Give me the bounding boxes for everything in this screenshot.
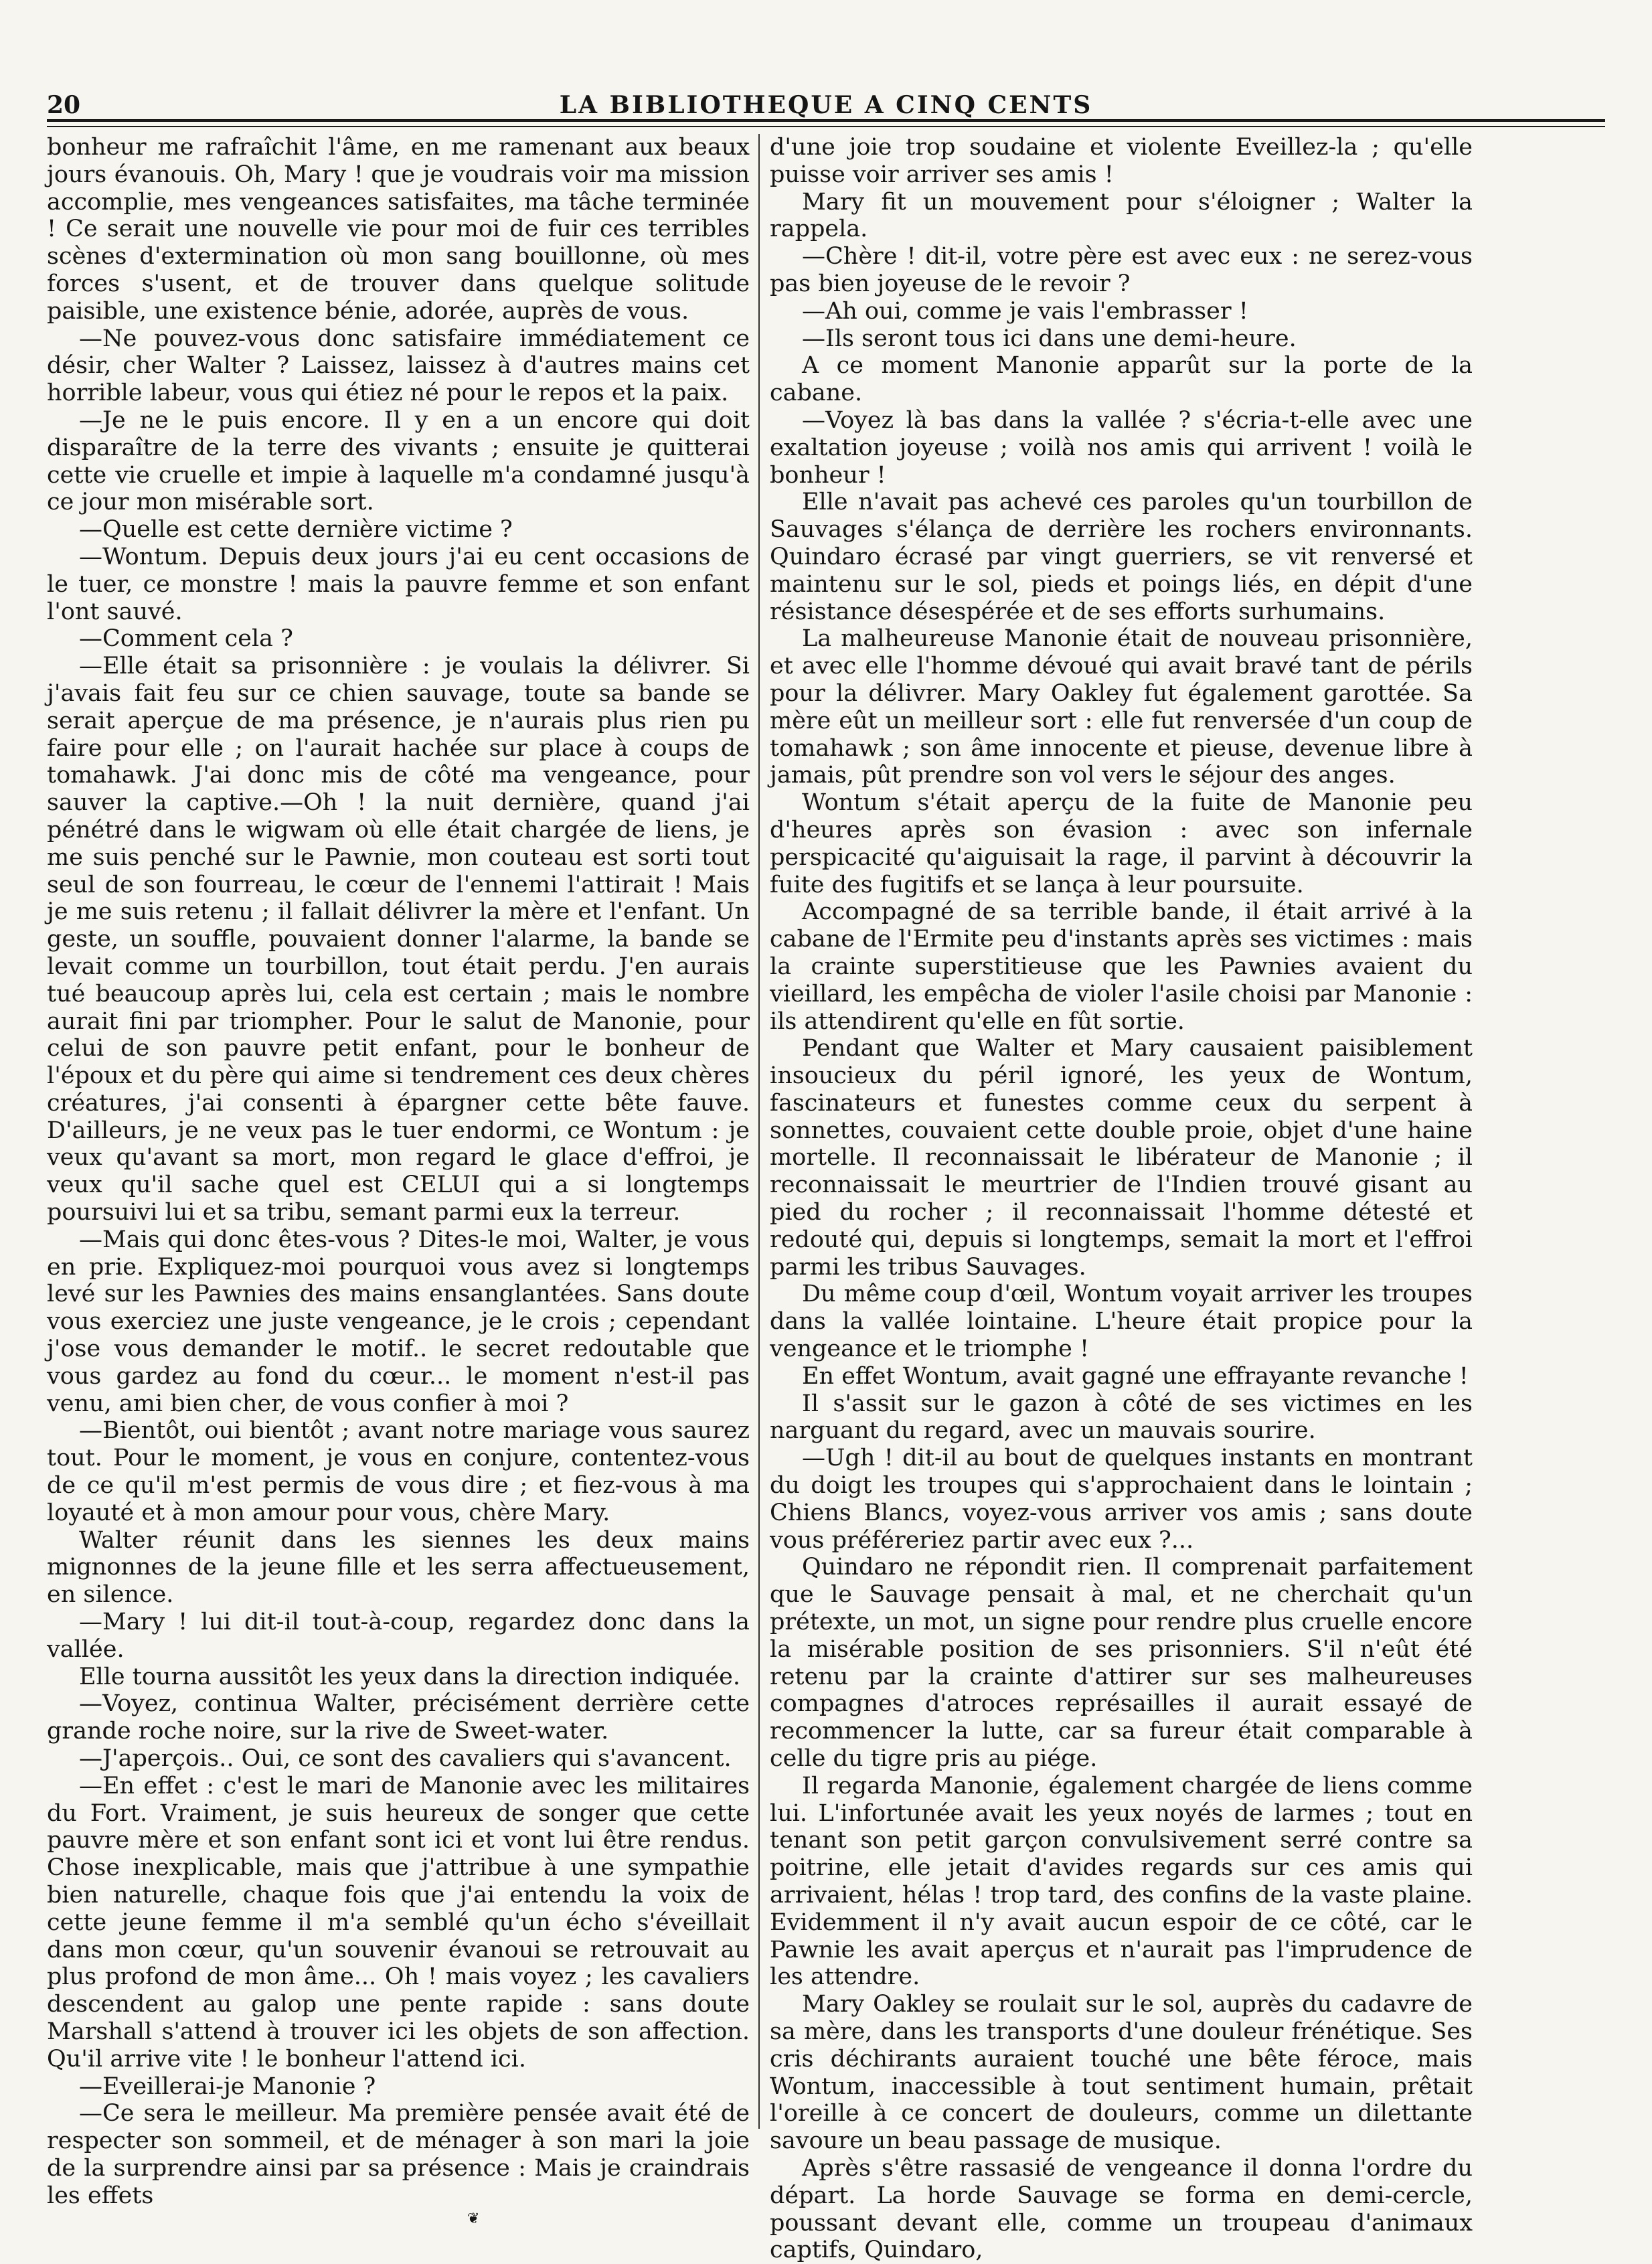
paragraph: Quindaro ne répondit rien. Il comprenait parfaitement que le Sauvage pensait à mal, et ne cherchait qu'un prétexte, un mot, un signe pour rendre plus cruelle encore la misérable position de ses prisonniers. S'il n'eût été retenu par la crainte d'attirer sur ses malheureuses compagnes d'atroces représailles il aurait essayé de recommencer la lutte, car sa fureur était comparable à celle du tigre pris au piége. bbox=[770, 1554, 1473, 1773]
paragraph: —Eveillerai-je Manonie ? bbox=[79, 2073, 376, 2100]
paragraph: Walter réunit dans les siennes les deux mains mignonnes de la jeune fille et les serra affectueusement, en silence. bbox=[47, 1526, 750, 1609]
header-rule bbox=[47, 119, 1605, 122]
paragraph: bonheur me rafraîchit l'âme, en me ramenant aux beaux jours évanouis. Oh, Mary ! que je voudrais voir ma mission accomplie, mes vengeances satisfaites, ma tâche terminée ! Ce serait une nouvelle vie pour moi de fuir ces terribles scènes d'extermination où mon sang bouillonne, où mes forces s'usent, et de trouver dans quelque solitude paisible, une existence bénie, adorée, auprès de vous. bbox=[47, 134, 750, 325]
paragraph: Mary Oakley se roulait sur le sol, auprès du cadavre de sa mère, dans les transports d'une douleur frénétique. Ses cris déchirants auraient touché une bête féroce, mais Wontum, inaccessible à tout sentiment humain, prêtait l'oreille à ce concert de douleurs, comme un dilettante savoure un beau passage de musique. bbox=[770, 1991, 1473, 2155]
running-head: LA BIBLIOTHEQUE A CINQ CENTS bbox=[559, 91, 1093, 119]
paragraph: d'une joie trop soudaine et violente Eveillez-la ; qu'elle puisse voir arriver ses amis ! bbox=[770, 134, 1473, 188]
paragraph: Wontum s'était aperçu de la fuite de Manonie peu d'heures après son évasion : avec son infernale perspicacité qu'aiguisait la rage, il parvint à découvrir la fuite des fugitifs et se lança à leur poursuite. bbox=[770, 789, 1473, 898]
paragraph: Pendant que Walter et Mary causaient paisiblement insoucieux du péril ignoré, les yeux de Wontum, fascinateurs et funestes comme ceux du serpent à sonnettes, couvaient cette double proie, objet d'une haine mortelle. Il reconnaissait le libérateur de Manonie ; il reconnaissait le meurtrier de l'Indien trouvé gisant au pied du rocher ; il reconnaissait l'homme détesté et redouté qui, depuis si longtemps, semait la mort et l'effroi parmi les tribus Sauvages. bbox=[770, 1035, 1473, 1281]
paragraph: —Ugh ! dit-il au bout de quelques instants en montrant du doigt les troupes qui s'approchaient dans le lointain ; Chiens Blancs, voyez-vous arriver vos amis ; sans doute vous préféreriez partir avec eux ?... bbox=[770, 1445, 1473, 1554]
paragraph: —Mary ! lui dit-il tout-à-coup, regardez donc dans la vallée. bbox=[47, 1609, 750, 1663]
paragraph: Elle n'avait pas achevé ces paroles qu'un tourbillon de Sauvages s'élança de derrière les rochers environnants. Quindaro écrasé par vingt guerriers, se vit renversé et maintenu sur le sol, pieds et poings liés, en dépit d'une résistance désespérée et de ses efforts surhumains. bbox=[770, 489, 1473, 625]
right-column bbox=[770, 134, 1473, 2264]
footer-mark: ❦ bbox=[467, 2210, 480, 2227]
paragraph: —J'aperçois.. Oui, ce sont des cavaliers qui s'avancent. bbox=[79, 1745, 732, 1773]
header-rule-thin bbox=[47, 126, 1605, 127]
paragraph: —Ah oui, comme je vais l'embrasser ! bbox=[802, 297, 1248, 325]
paragraph: Il regarda Manonie, également chargée de liens comme lui. L'infortunée avait les yeux noyés de larmes ; tout en tenant son petit garçon convulsivement serré contre sa poitrine, elle jetait d'avides regards sur ces amis qui arrivaient, hélas ! trop tard, des confins de la vaste plaine. Evidemment il n'y avait aucun espoir de ce côté, car le Pawnie les avait aperçus et n'aurait pas l'imprudence de les attendre. bbox=[770, 1772, 1473, 1991]
paragraph: —Elle était sa prisonnière : je voulais la délivrer. Si j'avais fait feu sur ce chien sauvage, toute sa bande se serait aperçue de ma présence, je n'aurais plus rien pu faire pour elle ; on l'aurait hachée sur place à coups de tomahawk. J'ai donc mis de côté ma vengeance, pour sauver la captive.—Oh ! la nuit dernière, quand j'ai pénétré dans le wigwam où elle était chargée de liens, je me suis penché sur le Pawnie, mon couteau est sorti tout seul de son fourreau, le cœur de l'ennemi l'attirait ! Mais je me suis retenu ; il fallait délivrer la mère et l'enfant. Un geste, un souffle, pouvaient donner l'alarme, la bande se levait comme un tourbillon, tout était perdu. J'en aurais tué beaucoup après lui, cela est certain ; mais le nombre aurait fini par triompher. Pour le salut de Manonie, pour celui de son pauvre petit enfant, pour le bonheur de l'époux et du père qui aime si tendrement ces deux chères créatures, j'ai consenti à épargner cette bête fauve. D'ailleurs, je ne veux pas le tuer endormi, ce Wontum : je veux qu'avant sa mort, mon regard le glace d'effroi, je veux qu'il sache quel est CELUI qui a si longtemps poursuivi lui et sa tribu, semant parmi eux la terreur. bbox=[47, 653, 750, 1226]
paragraph: —Voyez là bas dans la vallée ? s'écria-t-elle avec une exaltation joyeuse ; voilà nos amis qui arrivent ! voilà le bonheur ! bbox=[770, 406, 1473, 489]
paragraph: —Ce sera le meilleur. Ma première pensée avait été de respecter son sommeil, et de ménager à son mari la joie de la surprendre ainsi par sa présence : Mais je craindrais les effets bbox=[47, 2100, 750, 2209]
paragraph: Accompagné de sa terrible bande, il était arrivé à la cabane de l'Ermite peu d'instants après ses victimes : mais la crainte superstitieuse que les Pawnies avaient du vieillard, les empêcha de violer l'asile choisi par Manonie : ils attendirent qu'elle en fût sortie. bbox=[770, 898, 1473, 1035]
paragraph: —Bientôt, oui bientôt ; avant notre mariage vous saurez tout. Pour le moment, je vous en conjure, contentez-vous de ce qu'il m'est permis de vous dire ; et fiez-vous à ma loyauté et à mon amour pour vous, chère Mary. bbox=[47, 1417, 750, 1526]
page-number: 20 bbox=[47, 91, 81, 119]
paragraph: —En effet : c'est le mari de Manonie avec les militaires du Fort. Vraiment, je suis heureux de songer que cette pauvre mère et son enfant sont ici et vont lui être rendus. Chose inexplicable, mais que j'attribue à une sympathie bien naturelle, chaque fois que j'ai entendu la voix de cette jeune femme il m'a semblé qu'un écho s'éveillait dans mon cœur, qu'un souvenir évanoui se retrouvait au plus profond de mon âme... Oh ! mais voyez ; les cavaliers descendent au galop une pente rapide : sans doute Marshall s'attend à trouver ici les objets de son affection. Qu'il arrive vite ! le bonheur l'attend ici. bbox=[47, 1772, 750, 2073]
paragraph: Après s'être rassasié de vengeance il donna l'ordre du départ. La horde Sauvage se forma en demi-cercle, poussant devant elle, comme un troupeau d'animaux captifs, Quindaro, bbox=[770, 2154, 1473, 2264]
paragraph: —Je ne le puis encore. Il y en a un encore qui doit disparaître de la terre des vivants ; ensuite je quitterai cette vie cruelle et impie à laquelle m'a condamné jusqu'à ce jour mon misérable sort. bbox=[47, 406, 750, 516]
paragraph: —Wontum. Depuis deux jours j'ai eu cent occasions de le tuer, ce monstre ! mais la pauvre femme et son enfant l'ont sauvé. bbox=[47, 543, 750, 625]
paragraph: —Voyez, continua Walter, précisément derrière cette grande roche noire, sur la rive de Sweet-water. bbox=[47, 1690, 750, 1745]
paragraph: —Mais qui donc êtes-vous ? Dites-le moi, Walter, je vous en prie. Expliquez-moi pourquoi vous avez si longtemps levé sur les Pawnies des mains ensanglantées. Sans doute vous exerciez une juste vengeance, je le crois ; cependant j'ose vous demander le motif.. le secret redoutable que vous gardez au fond du cœur... le moment n'est-il pas venu, ami bien cher, de vous confier à moi ? bbox=[47, 1226, 750, 1417]
paragraph: Elle tourna aussitôt les yeux dans la direction indiquée. bbox=[79, 1663, 741, 1690]
paragraph: En effet Wontum, avait gagné une effrayante revanche ! bbox=[802, 1362, 1469, 1390]
paragraph: —Ne pouvez-vous donc satisfaire immédiatement ce désir, cher Walter ? Laissez, laissez à d'autres mains cet horrible labeur, vous qui étiez né pour le repos et la paix. bbox=[47, 325, 750, 407]
paragraph: Du même coup d'œil, Wontum voyait arriver les troupes dans la vallée lointaine. L'heure était propice pour la vengeance et le triomphe ! bbox=[770, 1281, 1473, 1363]
page-header bbox=[47, 79, 1605, 119]
paragraph: —Ils seront tous ici dans une demi-heure. bbox=[802, 325, 1297, 352]
column-divider bbox=[758, 134, 760, 2129]
left-column bbox=[47, 134, 750, 2209]
paragraph: A ce moment Manonie apparût sur la porte de la cabane. bbox=[770, 352, 1473, 407]
paragraph: —Comment cela ? bbox=[79, 625, 293, 653]
paragraph: —Chère ! dit-il, votre père est avec eux : ne serez-vous pas bien joyeuse de le revoir ? bbox=[770, 243, 1473, 297]
paragraph: Mary fit un mouvement pour s'éloigner ; Walter la rappela. bbox=[770, 188, 1473, 243]
paragraph: Il s'assit sur le gazon à côté de ses victimes en les narguant du regard, avec un mauvais sourire. bbox=[770, 1390, 1473, 1445]
paragraph: —Quelle est cette dernière victime ? bbox=[79, 516, 513, 544]
paragraph: La malheureuse Manonie était de nouveau prisonnière, et avec elle l'homme dévoué qui avait bravé tant de périls pour la délivrer. Mary Oakley fut également garottée. Sa mère eût un meilleur sort : elle fut renversée d'un coup de tomahawk ; son âme innocente et pieuse, devenue libre à jamais, pût prendre son vol vers le séjour des anges. bbox=[770, 625, 1473, 789]
